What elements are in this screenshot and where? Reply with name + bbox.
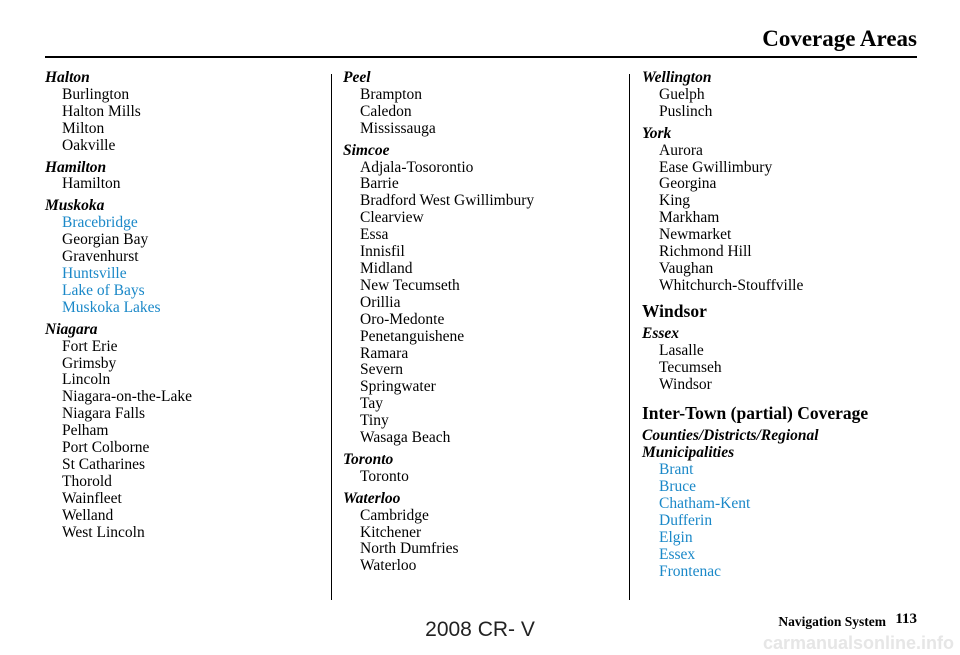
group-title: Simcoe [343,141,390,159]
group-title: Hamilton [45,158,107,176]
list-item: Aurora [659,141,703,159]
source-watermark: carmanualsonline.info [762,633,954,653]
group-title: Halton [45,69,90,86]
list-item: Oakville [62,136,116,154]
list-item: Essa [360,226,389,244]
list-item[interactable]: Bruce [659,478,697,496]
area-list [642,87,932,121]
area-group [45,70,315,155]
area-group [45,160,315,194]
area-group [45,198,315,316]
list-item: Kitchener [360,523,422,541]
list-item: Vaughan [659,259,714,277]
area-group [343,452,618,486]
list-item: Gravenhurst [62,248,139,266]
list-item: Newmarket [659,226,732,244]
area-group [642,326,932,394]
list-item: Niagara Falls [62,405,146,423]
area-list [343,87,618,138]
list-item: Georgina [659,175,717,193]
list-item: Guelph [659,85,705,103]
list-item: Ease Gwillimbury [659,158,773,176]
list-item: Puslinch [659,102,713,120]
page-number: 113 [895,611,917,627]
area-group [642,126,932,295]
list-item: Springwater [360,378,436,396]
list-item: Fort Erie [62,337,118,355]
list-item: North Dumfries [360,540,459,558]
footer-section-label: Navigation System [778,614,886,629]
list-item[interactable]: Elgin [659,528,693,546]
list-item[interactable]: Dufferin [659,511,713,529]
region-title-inter-town: Inter-Town (partial) Coverage [642,403,869,424]
column-divider [331,74,332,600]
area-group [343,70,618,138]
column-1 [45,70,315,546]
area-group [642,70,932,121]
list-item: Burlington [62,85,130,103]
area-list [642,143,932,295]
list-item: Barrie [360,175,399,193]
windsor-groups [642,326,932,394]
group-title: Peel [343,69,371,86]
page-title: Coverage Areas [762,26,917,51]
list-item[interactable]: Essex [659,545,696,563]
area-list [343,469,618,486]
column-3 [642,70,932,581]
list-item: Brampton [360,85,422,103]
area-list [45,339,315,542]
list-item: Penetanguishene [360,327,465,345]
list-item: Welland [62,506,114,524]
list-item: Caledon [360,102,412,120]
list-item: Severn [360,361,404,379]
list-item: Markham [659,209,720,227]
group-title: Waterloo [343,489,401,507]
group-title: Muskoka [45,197,105,215]
list-item: Tiny [360,412,389,430]
region-title-windsor: Windsor [642,300,707,321]
list-item: King [659,192,690,210]
area-list [45,215,315,316]
area-group [45,322,315,542]
list-item[interactable]: Huntsville [62,264,127,282]
area-list [343,160,618,447]
column-2 [343,70,618,580]
list-item: Lincoln [62,371,111,389]
model-label: 2008 CR- V [425,618,535,641]
area-list [343,508,618,576]
list-item: Port Colborne [62,439,150,457]
inter-town-list [642,462,932,580]
list-item[interactable]: Muskoka Lakes [62,298,161,316]
group-title: York [642,124,672,142]
list-item: Tecumseh [659,358,722,376]
list-item: Georgian Bay [62,231,149,249]
list-item: Toronto [360,467,409,485]
area-group [343,491,618,576]
list-item: Waterloo [360,557,417,575]
list-item: Cambridge [360,506,429,524]
list-item: Mississauga [360,119,436,137]
inter-town-subtitle-line1: Counties/Districts/Regional [642,427,819,445]
inter-town-subtitle-line2: Municipalities [642,444,735,462]
column-divider [629,74,630,600]
list-item: Lasalle [659,341,704,359]
list-item: Windsor [659,375,712,393]
list-item: West Lincoln [62,523,145,541]
page-header [45,16,917,58]
list-item: Thorold [62,472,112,490]
column-3-groups [642,70,932,295]
list-item: Orillia [360,293,401,311]
list-item[interactable]: Brant [659,461,694,479]
list-item: Bradford West Gwillimbury [360,192,535,210]
list-item: St Catharines [62,455,146,473]
list-item: Whitchurch-Stouffville [659,276,804,294]
list-item[interactable]: Bracebridge [62,214,138,232]
list-item[interactable]: Chatham-Kent [659,495,751,513]
list-item[interactable]: Lake of Bays [62,281,145,299]
area-list [45,176,315,193]
list-item: Tay [360,395,384,413]
list-item: Wasaga Beach [360,429,451,447]
group-title: Niagara [45,320,98,338]
area-list [642,343,932,394]
list-item: New Tecumseth [360,276,460,294]
list-item: Halton Mills [62,102,141,120]
area-list [45,87,315,155]
area-group [343,143,618,447]
list-item: Wainfleet [62,489,122,507]
group-title: Wellington [642,69,712,86]
list-item: Milton [62,119,105,137]
group-title: Essex [642,324,680,342]
group-title: Toronto [343,450,394,468]
list-item: Pelham [62,422,109,440]
list-item[interactable]: Frontenac [659,562,721,580]
list-item: Richmond Hill [659,243,752,261]
list-item: Innisfil [360,243,405,261]
list-item: Ramara [360,344,409,362]
list-item: Clearview [360,209,424,227]
list-item: Oro-Medonte [360,310,445,328]
list-item: Adjala-Tosorontio [360,158,474,176]
list-item: Grimsby [62,354,117,372]
list-item: Niagara-on-the-Lake [62,388,192,406]
list-item: Hamilton [62,175,121,193]
list-item: Midland [360,259,413,277]
